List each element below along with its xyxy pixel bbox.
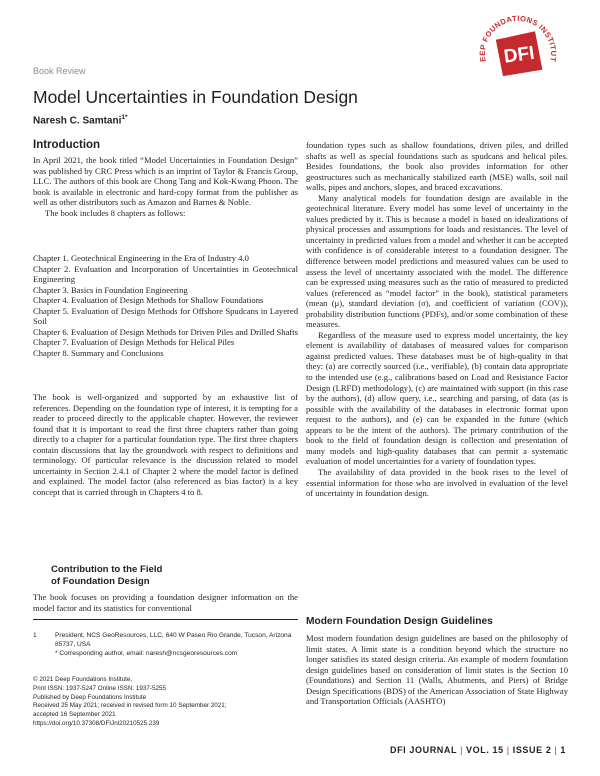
overview-paragraph: The book is well-organized and supported by an exhaustive list of references. Depending on the foundation type of interest, it is tempting for a reader to proceed directly to the applicable chapter. However, the reviewer found that it is important to read the first three chapters rather than going directly to a chapter for a particular foundation type. The first three chapters contain discussions that lay the groundwork with respect to definitions and terminology. Of particular relevance is the discussion related to model uncertainty in Section 2.4.1 of Chapter 2 where the model factor is defined and explained. The model factor (also referenced as bias factor) is a key concept that is carried through in Chapters 4 to 8. (33, 392, 298, 497)
footer-page-number: 1 (560, 745, 566, 755)
right-column-body (306, 140, 568, 499)
intro-section (33, 155, 298, 218)
pub-line: Received 25 May 2021; received in revised form 10 September 2021; (33, 702, 227, 710)
chapter-item: Chapter 1. Geotechnical Engineering in the Era of Industry 4.0 (33, 253, 249, 263)
right-paragraph-3: Regardless of the measure used to express model uncertainty, the key element is availability of databases of measured values for comparison against predicted values. These databases must be of high-quality in that they: (a) are correctly sourced (i.e., verifiable), (b) contain data appropriate to the intended use (e.g., calibrations based on Load and Resistance Factor Design (LRFD) methodology), (c) are maintained with support (in this case by the authors), (d) allow query, i.e., searching and parsing, of data (as is possible with the availability of the databases in electronic format upon request to the authors), and (e) can be expanded in the future (which appears to be the intent of the authors). The primary contribution of the book to the field of foundation design is collection and presentation of many models and high-quality databases that can permit a systematic evaluation of model uncertainties for a variety of foundation types. (306, 329, 568, 467)
footer-volume: VOL. 15 (466, 745, 504, 755)
dfi-logo (470, 4, 564, 98)
heading-contribution (51, 564, 162, 587)
chapter-item: Chapter 6. Evaluation of Design Methods for Driven Piles and Drilled Shafts (33, 326, 298, 337)
right-paragraph-2: Many analytical models for foundation design are available in the geotechnical literature. Every model has some level of uncertainty in the values predicted by it. This is because a model is based on idealizations of physical processes and assumptions for loads and resistances. The level of uncertainty in predicted values from a model and whether it can be accepted with confidence is of considerable interest to a foundation designer. The difference between model predictions and measured values can be used to assess the level of uncertainty associated with the model. The difference can be expressed using measures such as the ratio of measured to predicted values (referenced as “model factor” in the book), statistical parameters (mean (μ), standard deviation (σ), and coefficient of variation (COV)), probability distribution functions (PDFs), and/or some combination of these measures. (306, 192, 568, 330)
heading-contribution-line-1: Contribution to the Field (51, 564, 163, 575)
intro-paragraph-1: In April 2021, the book titled “Model Uncertainties in Foundation Design” was published by CRC Press which is an imprint of Taylor & Francis Group, LLC. The authors of this book are Chong Tang and Kok-Kwang Phoon. The book is available in electronic and hard-copy format from the publisher as well as other distributors such as Amazon and Barnes & Noble. (33, 155, 298, 208)
intro-paragraph-2: The book includes 8 chapters as follows: (45, 207, 186, 218)
right-paragraph-1: foundation types such as shallow foundations, driven piles, and drilled shafts as well as special foundations such as spudcans and helical piles. Besides foundations, the book also provides information for other geostructures such as mechanically stabilized earth (MSE) walls, soil nail walls, pipes and anchors, slopes, and braced excavations. (306, 140, 568, 193)
footnote-1 (33, 631, 298, 649)
footer-separator: | (554, 745, 558, 755)
footnote-1-text: President, NCS GeoResources, LLC, 640 W Paseo Rio Grande, Tucson, Arizona 85737, USA (55, 632, 292, 648)
chapter-list (33, 253, 298, 358)
footnote-1-number: 1 (33, 632, 37, 639)
contribution-paragraph: The book focuses on providing a foundation designer information on the model factor and its statistics for conventional (33, 592, 298, 613)
doi-link[interactable]: https://doi.org/10.37308/DFIJnl20210525.239 (33, 719, 160, 727)
author-line (33, 114, 128, 126)
article-kicker: Book Review (33, 66, 86, 76)
pub-line: accepted 16 September 2021 (33, 711, 116, 719)
heading-modern-guidelines: Modern Foundation Design Guidelines (306, 616, 493, 627)
chapter-item: Chapter 2. Evaluation and Incorporation of Uncertainties in Geotechnical Engineering (33, 263, 298, 284)
heading-contribution-line-2: of Foundation Design (51, 575, 150, 587)
footnote-divider (33, 619, 298, 620)
right-paragraph-4: The availability of data provided in the book rises to the level of essential information for those who are involved in evaluation of the level of uncertainty in foundation design. (306, 466, 568, 499)
article-title: Model Uncertainties in Foundation Design (33, 87, 358, 107)
chapter-item: Chapter 4. Evaluation of Design Methods for Shallow Foundations (33, 295, 264, 305)
logo-arc-text: EEP FOUNDATIONS INSTITUT (477, 13, 559, 63)
publication-info (33, 676, 298, 729)
chapter-item: Chapter 3. Basics in Foundation Engineering (33, 284, 188, 295)
footer-separator: | (460, 745, 464, 755)
footer-separator: | (506, 745, 510, 755)
author-name: Naresh C. Samtani (33, 115, 122, 127)
logo-mark-text: DFI (502, 42, 536, 68)
pub-line: Published by Deep Foundations Institute (33, 693, 147, 701)
heading-introduction: Introduction (33, 139, 101, 151)
chapter-item: Chapter 5. Evaluation of Design Methods for Offshore Spudcans in Layered Soil (33, 305, 298, 326)
footer-issue: ISSUE 2 (512, 745, 552, 755)
pub-line: © 2021 Deep Foundations Institute, (33, 676, 133, 683)
chapter-item: Chapter 7. Evaluation of Design Methods for Helical Piles (33, 337, 235, 347)
chapter-item: Chapter 8. Summary and Conclusions (33, 347, 164, 358)
modern-guidelines-paragraph: Most modern foundation design guidelines are based on the philosophy of limit states. A limit state is a condition beyond which the structure no longer satisfies its stated design criteria. An example of modern foundation design guidelines based on consideration of limit states is the Section 10 (Foundations) and Section 11 (Walls, Abutments, and Piers) of Bridge Design Specifications (BDS) of the American Association of State Highway and Transportation Officials (AASHTO) (306, 633, 568, 707)
footer-journal: DFI JOURNAL (389, 745, 458, 755)
page-footer (390, 745, 566, 755)
footnote-2-text: * Corresponding author, email: naresh@ncsgeoresources.com (55, 650, 238, 657)
author-superscript: 1* (121, 114, 128, 121)
pub-line: Print ISSN: 1937-5247 Online ISSN: 1937-5255 (33, 684, 167, 692)
dfi-logo-mark (470, 4, 564, 98)
footnotes (33, 631, 298, 658)
